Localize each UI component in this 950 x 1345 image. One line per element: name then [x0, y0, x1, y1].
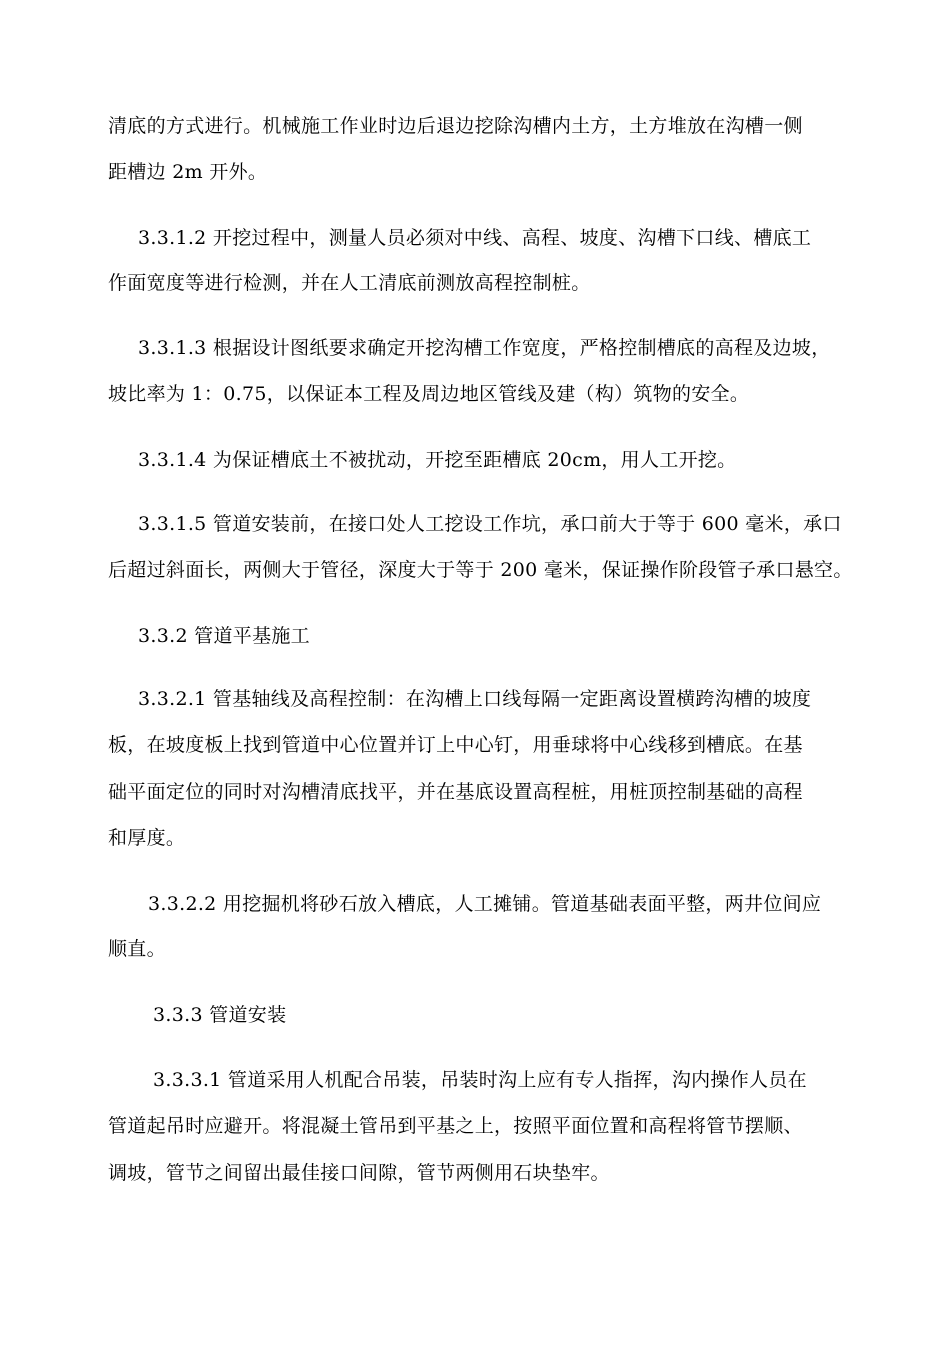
paragraph-line: 3.3.1.3 根据设计图纸要求确定开挖沟槽工作宽度，严格控制槽底的高程及边坡， — [138, 337, 831, 359]
paragraph-line: 3.3.1.4 为保证槽底土不被扰动，开挖至距槽底 20cm，用人工开挖。 — [138, 449, 737, 471]
section-heading: 3.3.3 管道安装 — [153, 1004, 287, 1026]
paragraph-line: 3.3.2.1 管基轴线及高程控制：在沟槽上口线每隔一定距离设置横跨沟槽的坡度 — [138, 688, 812, 710]
paragraph-line: 坡比率为 1：0.75，以保证本工程及周边地区管线及建（构）筑物的安全。 — [108, 383, 750, 405]
paragraph-line: 管道起吊时应避开。将混凝土管吊到平基之上，按照平面位置和高程将管节摆顺、 — [108, 1115, 803, 1137]
paragraph-line: 后超过斜面长，两侧大于管径，深度大于等于 200 毫米，保证操作阶段管子承口悬空。 — [108, 559, 853, 581]
paragraph-line: 和厚度。 — [108, 827, 186, 849]
paragraph-line: 3.3.1.2 开挖过程中，测量人员必须对中线、高程、坡度、沟槽下口线、槽底工 — [138, 227, 812, 249]
paragraph-line: 3.3.1.5 管道安装前，在接口处人工挖设工作坑，承口前大于等于 600 毫米，承口 — [138, 513, 842, 535]
paragraph-line: 顺直。 — [108, 938, 166, 960]
paragraph-line: 作面宽度等进行检测，并在人工清底前测放高程控制桩。 — [108, 272, 591, 294]
paragraph-line: 调坡，管节之间留出最佳接口间隙，管节两侧用石块垫牢。 — [108, 1162, 610, 1184]
paragraph-line: 3.3.2.2 用挖掘机将砂石放入槽底，人工摊铺。管道基础表面平整，两井位间应 — [148, 893, 822, 915]
section-heading: 3.3.2 管道平基施工 — [138, 625, 310, 647]
paragraph-line: 距槽边 2m 开外。 — [108, 161, 268, 183]
paragraph-line: 础平面定位的同时对沟槽清底找平，并在基底设置高程桩，用桩顶控制基础的高程 — [108, 781, 803, 803]
paragraph-line: 板，在坡度板上找到管道中心位置并订上中心钉，用垂球将中心线移到槽底。在基 — [108, 734, 803, 756]
paragraph-line: 清底的方式进行。机械施工作业时边后退边挖除沟槽内土方，土方堆放在沟槽一侧 — [108, 115, 803, 137]
paragraph-line: 3.3.3.1 管道采用人机配合吊装，吊装时沟上应有专人指挥，沟内操作人员在 — [153, 1069, 807, 1091]
